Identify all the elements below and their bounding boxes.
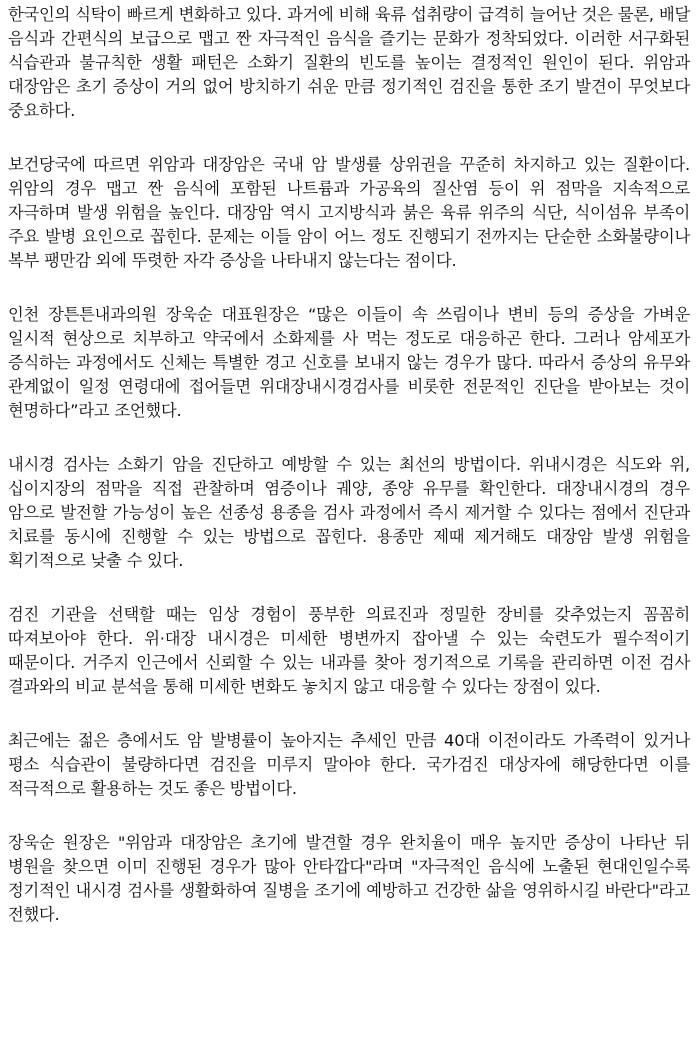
paragraph-health-authority: 보건당국에 따르면 위암과 대장암은 국내 암 발생률 상위권을 꾸준히 차지하고 있는 질환이다. 위암의 경우 맵고 짠 음식에 포함된 나트륨과 가공육의 질산염 등이 위 점막을 지속적으로 자극하며 발생 위험을 높인다. 대장암 역시 고지방식과 붉은 육류 위주의 식단, 식이섬유 부족이 주요 발병 요인으로 꼽힌다. 문제는 이들 암이 어느 정도 진행되기 전까지는 단순한 소화불량이나 복부 팽만감 외에 뚜렷한 자각 증상을 나타내지 않는다는 점이다. [8,155,690,270]
paragraph-intro: 한국인의 식탁이 빠르게 변화하고 있다. 과거에 비해 육류 섭취량이 급격히 늘어난 것은 물론, 배달 음식과 간편식의 보급으로 맵고 짠 자극적인 음식을 즐기는 문화가 정착되었다. 이러한 서구화된 식습관과 불규칙한 생활 패턴은 소화기 질환의 빈도를 높이는 결정적인 원인이 된다. 위암과 대장암은 초기 증상이 거의 없어 방치하기 쉬운 만큼 정기적인 검진을 통한 조기 발견이 무엇보다 중요하다. [8,5,690,120]
paragraph-endoscopy: 내시경 검사는 소화기 암을 진단하고 예방할 수 있는 최선의 방법이다. 위내시경은 식도와 위, 십이지장의 점막을 직접 관찰하며 염증이나 궤양, 종양 유무를 확인한다. 대장내시경의 경우 암으로 발전할 가능성이 높은 선종성 용종을 검사 과정에서 즉시 제거할 수 있다는 점에서 진단과 치료를 동시에 진행할 수 있는 방법으로 꼽힌다. 용종만 제때 제거해도 대장암 발생 위험을 획기적으로 낮출 수 있다. [8,455,690,570]
paragraph-young-patients: 최근에는 젊은 층에서도 암 발병률이 높아지는 추세인 만큼 40대 이전이라도 가족력이 있거나 평소 식습관이 불량하다면 검진을 미루지 말아야 한다. 국가검진 대상자에 해당한다면 이를 적극적으로 활용하는 것도 좋은 방법이다. [8,731,690,798]
article-body [8,3,690,927]
paragraph-closing-quote: 장욱순 원장은 "위암과 대장암은 초기에 발견할 경우 완치율이 매우 높지만 증상이 나타난 뒤 병원을 찾으면 이미 진행된 경우가 많아 안타깝다"라며 "자극적인 음식에 노출된 현대인일수록 정기적인 내시경 검사를 생활화하여 질병을 조기에 예방하고 건강한 삶을 영위하시길 바란다"라고 전했다. [8,833,690,924]
paragraph-doctor-advice: 인천 장튼튼내과의원 장욱순 대표원장은 “많은 이들이 속 쓰림이나 변비 등의 증상을 가벼운 일시적 현상으로 치부하고 약국에서 소화제를 사 먹는 정도로 대응하곤 한다. 그러나 암세포가 증식하는 과정에서도 신체는 특별한 경고 신호를 보내지 않는 경우가 많다. 따라서 증상의 유무와 관계없이 일정 연령대에 접어들면 위대장내시경검사를 비롯한 전문적인 진단을 받아보는 것이 현명하다”라고 조언했다. [8,305,690,420]
paragraph-choosing-clinic: 검진 기관을 선택할 때는 임상 경험이 풍부한 의료진과 정밀한 장비를 갖추었는지 꼼꼼히 따져보아야 한다. 위·대장 내시경은 미세한 병변까지 잡아낼 수 있는 숙련도가 필수적이기 때문이다. 거주지 인근에서 신뢰할 수 있는 내과를 찾아 정기적으로 기록을 관리하면 이전 검사 결과와의 비교 분석을 통해 미세한 변화도 놓치지 않고 대응할 수 있다는 장점이 있다. [8,605,690,696]
